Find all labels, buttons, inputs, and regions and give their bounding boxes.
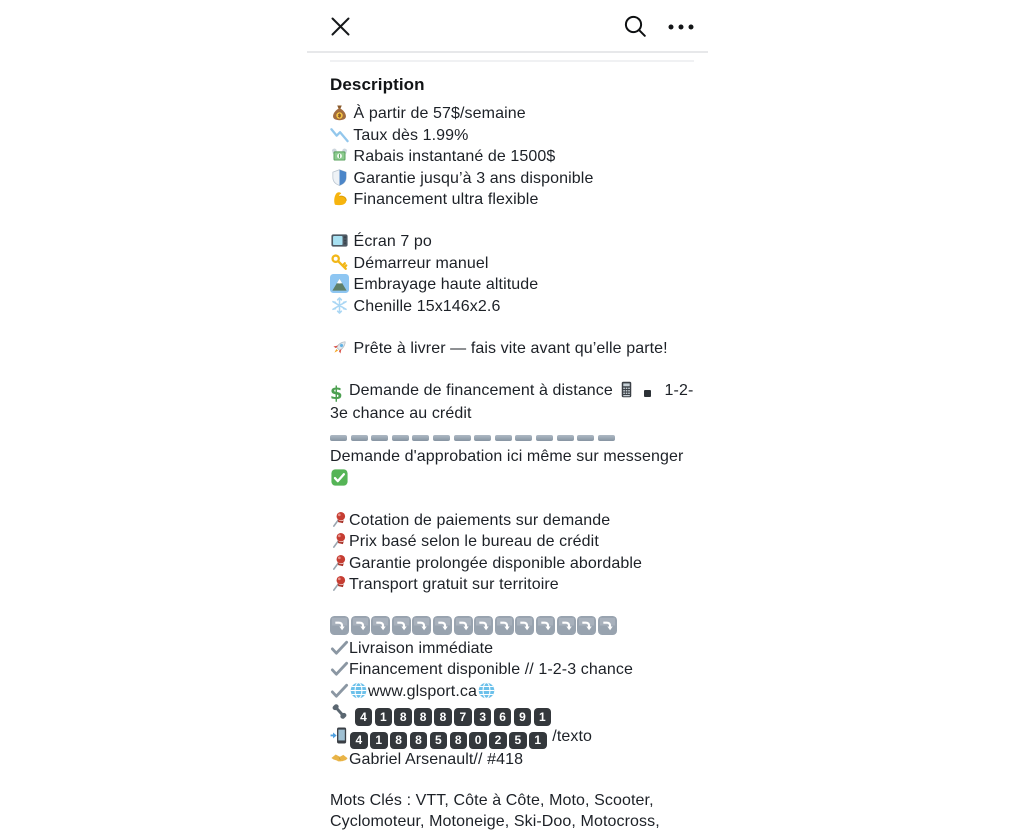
key-icon: [330, 253, 349, 272]
keycap-digit: 8: [434, 708, 452, 726]
heavy-minus-icon: [577, 428, 596, 447]
keycap-digit: 1: [375, 708, 393, 726]
toolbar-divider: [307, 51, 708, 53]
arrow-curving-down-icon: [577, 616, 596, 635]
line-text: À partir de 57$/semaine: [349, 105, 526, 122]
check-mark-gray-icon: [330, 659, 349, 678]
rocket-icon: [330, 338, 349, 357]
description-line: [330, 702, 696, 726]
description-line: [330, 489, 696, 510]
arrow-curving-down-icon: [557, 616, 576, 635]
description-section[interactable]: [330, 74, 696, 832]
pushpin-icon: [330, 531, 349, 550]
description-line: [330, 574, 696, 596]
description-line: [330, 211, 696, 232]
ellipsis-icon: [667, 19, 695, 34]
line-text: Transport gratuit sur territoire: [349, 576, 559, 593]
description-line: [330, 812, 696, 832]
arrow-curving-down-icon: [454, 616, 473, 635]
arrow-curving-down-icon: [351, 616, 370, 635]
arrow-curving-down-icon: [433, 616, 452, 635]
shield-icon: [330, 168, 349, 187]
description-line: [330, 791, 696, 812]
check-mark-gray-icon: [330, 681, 349, 700]
heavy-minus-icon: [371, 428, 390, 447]
line-text: Rabais instantané de 1500$: [349, 148, 555, 165]
keycap-digit: 8: [414, 708, 432, 726]
keycap-digit: 8: [394, 708, 412, 726]
arrow-curving-down-icon: [371, 616, 390, 635]
heavy-minus-icon: [598, 428, 617, 447]
description-line: [330, 231, 696, 253]
arrow-curving-down-icon: [515, 616, 534, 635]
description-line: [330, 168, 696, 190]
keycap-digit: 5: [509, 732, 527, 750]
handshake-icon: [330, 749, 349, 768]
description-line: [330, 380, 696, 425]
description-line: [330, 510, 696, 532]
description-line: [330, 553, 696, 575]
keycap-digit: 0: [469, 732, 487, 750]
line-text: Taux dès 1.99%: [349, 127, 469, 144]
line-text: Gabriel Arsenault// #418: [349, 751, 523, 768]
description-line: [330, 749, 696, 771]
heavy-minus-icon: [351, 428, 370, 447]
description-line: [330, 317, 696, 338]
chart-decreasing-icon: [330, 125, 349, 144]
line-text: Prix basé selon le bureau de crédit: [349, 533, 599, 550]
pushpin-icon: [330, 510, 349, 529]
section-title: Description: [330, 74, 696, 95]
line-text: Garantie prolongée disponible abordable: [349, 555, 642, 572]
keycap-digit: 2: [489, 732, 507, 750]
line-text: Cotation de paiements sur demande: [349, 512, 610, 529]
keycap-digit: 1: [370, 732, 388, 750]
line-text: Garantie jusqu’à 3 ans disponible: [349, 170, 593, 187]
arrow-curving-down-icon: [474, 616, 493, 635]
arrow-curving-down-icon: [412, 616, 431, 635]
heavy-minus-icon: [536, 428, 555, 447]
television-icon: [330, 231, 349, 250]
keycap-digit: 3: [474, 708, 492, 726]
more-options-button[interactable]: [665, 21, 697, 33]
pushpin-icon: [330, 574, 349, 593]
description-line: [330, 274, 696, 296]
arrow-curving-down-icon: [495, 616, 514, 635]
money-with-wings-icon: [330, 146, 349, 165]
pocket-calculator-icon: [617, 380, 636, 399]
keycap-digit: 1: [529, 732, 547, 750]
arrow-curving-down-icon: [536, 616, 555, 635]
snowflake-icon: [330, 296, 349, 315]
check-mark-gray-icon: [330, 638, 349, 657]
pushpin-icon: [330, 553, 349, 572]
line-text: Financement ultra flexible: [349, 191, 538, 208]
line-text: Écran 7 po: [349, 233, 432, 250]
line-text: Demande d'approbation ici même sur messenger: [330, 448, 683, 465]
heavy-minus-icon: [433, 428, 452, 447]
keycap-digit: 4: [350, 732, 368, 750]
mount-fuji-icon: [330, 274, 349, 293]
line-text: Demande de financement à distance: [349, 382, 617, 399]
line-text: [349, 704, 354, 721]
line-text: Embrayage haute altitude: [349, 276, 538, 293]
description-line: [330, 771, 696, 792]
heavy-minus-icon: [412, 428, 431, 447]
flexed-biceps-icon: [330, 189, 349, 208]
black-small-square-icon: [641, 385, 660, 404]
line-text: /texto: [548, 728, 592, 745]
line-text: Financement disponible // 1-2-3 chance: [349, 661, 633, 678]
keycap-digit: 4: [355, 708, 373, 726]
mobile-phone-arrow-icon: [330, 726, 349, 745]
description-line: [330, 338, 696, 360]
description-line: [330, 146, 696, 168]
search-button[interactable]: [621, 12, 650, 41]
description-line: [330, 659, 696, 681]
heavy-minus-icon: [495, 428, 514, 447]
description-line: [330, 447, 696, 489]
description-line: [330, 189, 696, 211]
line-text: Prête à livrer — fais vite avant qu’elle parte!: [349, 340, 668, 357]
description-line: [330, 638, 696, 660]
description-line: [330, 726, 696, 750]
description-line: [330, 596, 696, 617]
heavy-minus-icon: [557, 428, 576, 447]
close-icon: [329, 26, 352, 41]
close-button[interactable]: [327, 13, 354, 40]
description-lines: [330, 103, 696, 832]
line-text: 1-2-3e chance au crédit: [330, 382, 693, 422]
globe-icon: [477, 681, 496, 700]
description-line: [330, 616, 696, 638]
keycap-digit: 7: [454, 708, 472, 726]
globe-icon: [349, 681, 368, 700]
heavy-minus-icon: [454, 428, 473, 447]
money-bag-icon: [330, 103, 349, 122]
description-line: [330, 253, 696, 275]
line-text: Chenille 15x146x2.6: [349, 298, 500, 315]
check-mark-green-icon: [330, 468, 349, 487]
keycap-digit: 8: [390, 732, 408, 750]
search-icon: [623, 27, 648, 42]
description-line: [330, 531, 696, 553]
heavy-minus-icon: [515, 428, 534, 447]
line-text: www.glsport.ca: [368, 683, 477, 700]
heavy-minus-icon: [474, 428, 493, 447]
keycap-digit: 1: [534, 708, 552, 726]
keycap-digit: 8: [450, 732, 468, 750]
line-text: Démarreur manuel: [349, 255, 489, 272]
keycap-digit: 8: [410, 732, 428, 750]
line-text: Mots Clés : VTT, Côte à Côte, Moto, Scooter,: [330, 792, 654, 809]
description-line: [330, 103, 696, 125]
arrow-curving-down-icon: [330, 616, 349, 635]
heavy-minus-icon: [392, 428, 411, 447]
section-divider: [330, 60, 694, 62]
keycap-digit: 6: [494, 708, 512, 726]
description-line: [330, 296, 696, 318]
heavy-dollar-sign-icon: $: [330, 384, 349, 403]
keycap-digit: 5: [430, 732, 448, 750]
keycap-digit: 9: [514, 708, 532, 726]
line-text: Livraison immédiate: [349, 640, 493, 657]
arrow-curving-down-icon: [598, 616, 617, 635]
telephone-receiver-icon: [330, 702, 349, 721]
description-line: [330, 359, 696, 380]
arrow-curving-down-icon: [392, 616, 411, 635]
description-line: [330, 424, 696, 447]
line-text: Cyclomoteur, Motoneige, Ski-Doo, Motocross,: [330, 813, 660, 830]
description-line: [330, 681, 696, 703]
heavy-minus-icon: [330, 428, 349, 447]
top-bar: [0, 0, 1024, 52]
description-line: [330, 125, 696, 147]
